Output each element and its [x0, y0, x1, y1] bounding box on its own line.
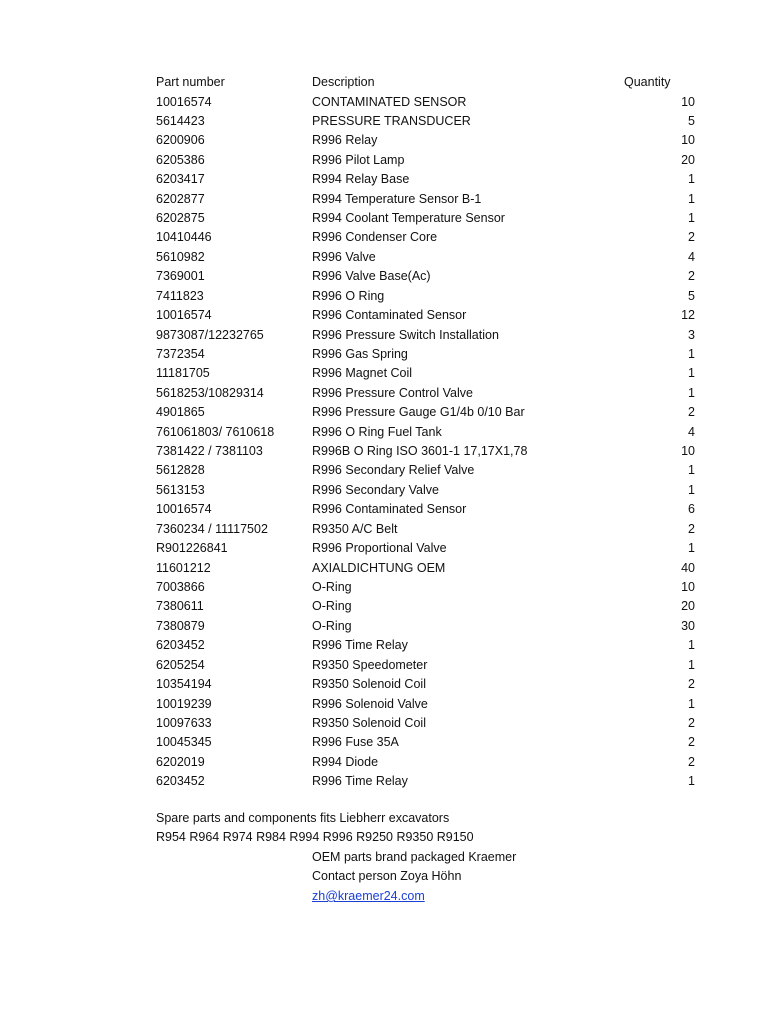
quantity-cell: 30	[681, 618, 695, 633]
part-number-cell: 7369001	[156, 269, 205, 284]
description-header: Description	[312, 75, 375, 89]
table-row	[0, 306, 768, 325]
quantity-cell: 1	[688, 696, 695, 711]
table-row	[0, 617, 768, 636]
table-row	[0, 539, 768, 558]
description-cell: R994 Temperature Sensor B-1	[312, 191, 482, 206]
quantity-cell: 20	[681, 599, 695, 614]
table-row	[0, 753, 768, 772]
quantity-cell: 2	[688, 269, 695, 284]
part-number-cell: 10045345	[156, 735, 212, 750]
part-number-cell: 7381422 / 7381103	[156, 444, 263, 459]
table-row	[0, 772, 768, 791]
description-cell: O-Ring	[312, 580, 352, 594]
part-number-cell: 11181705	[156, 366, 210, 381]
part-number-cell: 5618253/10829314	[156, 385, 264, 400]
quantity-cell: 1	[688, 172, 695, 187]
part-number-cell: 7003866	[156, 580, 205, 594]
description-cell: R996 Proportional Valve	[312, 541, 447, 556]
part-number-cell: 5613153	[156, 482, 205, 497]
description-cell: R9350 A/C Belt	[312, 521, 398, 536]
part-number-cell: 5612828	[156, 463, 205, 478]
part-number-cell: 10016574	[156, 308, 212, 323]
table-row	[0, 675, 768, 694]
part-number-cell: 6202875	[156, 211, 205, 226]
description-cell: R994 Relay Base	[312, 172, 410, 187]
quantity-header: Quantity	[624, 75, 671, 89]
description-cell: R996 Secondary Valve	[312, 482, 439, 497]
quantity-cell: 4	[688, 249, 695, 264]
table-row	[0, 714, 768, 733]
description-cell: R996 Contaminated Sensor	[312, 502, 467, 517]
quantity-cell: 20	[681, 152, 695, 167]
part-number-cell: R901226841	[156, 541, 228, 556]
part-number-cell: 7372354	[156, 346, 205, 361]
table-row	[0, 520, 768, 539]
table-row	[0, 228, 768, 247]
quantity-cell: 4	[688, 424, 695, 439]
quantity-cell: 2	[688, 230, 695, 245]
description-cell: R994 Diode	[312, 754, 379, 769]
table-row	[0, 559, 768, 578]
description-cell: O-Ring	[312, 618, 352, 633]
part-number-cell: 11601212	[156, 560, 211, 575]
quantity-cell: 2	[688, 715, 695, 730]
description-cell: R996 Solenoid Valve	[312, 696, 428, 711]
description-cell: R996 Time Relay	[312, 774, 408, 789]
part-number-header: Part number	[156, 75, 225, 89]
quantity-cell: 1	[688, 366, 695, 381]
description-cell: R996 Time Relay	[312, 638, 408, 653]
table-row	[0, 500, 768, 519]
quantity-cell: 10	[681, 580, 695, 594]
table-row	[0, 151, 768, 170]
quantity-cell: 2	[688, 677, 695, 692]
part-number-cell: 10097633	[156, 715, 212, 730]
quantity-cell: 2	[688, 754, 695, 769]
quantity-cell: 10	[681, 133, 695, 148]
quantity-cell: 40	[681, 560, 695, 575]
part-number-cell: 7380879	[156, 618, 205, 633]
table-row	[0, 442, 768, 461]
quantity-cell: 1	[688, 541, 695, 556]
description-cell: R996B O Ring ISO 3601-1 17,17X1,78	[312, 444, 528, 459]
table-row	[0, 345, 768, 364]
part-number-cell: 7360234 / 11117502	[156, 521, 268, 536]
models-note: R954 R964 R974 R984 R994 R996 R9250 R9350 R9150	[156, 830, 474, 844]
description-cell: R996 Relay	[312, 133, 378, 148]
description-cell: R994 Coolant Temperature Sensor	[312, 211, 505, 226]
description-cell: R9350 Solenoid Coil	[312, 677, 426, 692]
quantity-cell: 1	[688, 385, 695, 400]
part-number-cell: 10019239	[156, 696, 212, 711]
table-row	[0, 190, 768, 209]
description-cell: CONTAMINATED SENSOR	[312, 94, 467, 109]
quantity-cell: 1	[688, 191, 695, 206]
part-number-cell: 6202877	[156, 191, 205, 206]
table-row	[0, 481, 768, 500]
description-cell: R996 Pressure Switch Installation	[312, 327, 499, 342]
contact-note: Contact person Zoya Höhn	[312, 869, 462, 883]
description-cell: AXIALDICHTUNG OEM	[312, 560, 446, 575]
quantity-cell: 1	[688, 657, 695, 672]
part-number-cell: 10354194	[156, 677, 212, 692]
description-cell: O-Ring	[312, 599, 352, 614]
table-row	[0, 403, 768, 422]
quantity-cell: 2	[688, 405, 695, 420]
part-number-cell: 6205386	[156, 152, 205, 167]
description-cell: R996 Gas Spring	[312, 346, 408, 361]
quantity-cell: 1	[688, 346, 695, 361]
part-number-cell: 6202019	[156, 754, 205, 769]
part-number-cell: 9873087/12232765	[156, 327, 264, 342]
table-row	[0, 112, 768, 131]
description-cell: PRESSURE TRANSDUCER	[312, 113, 471, 128]
quantity-cell: 5	[688, 288, 695, 303]
part-number-cell: 7380611	[156, 599, 204, 614]
description-cell: R996 Valve Base(Ac)	[312, 269, 431, 284]
part-number-cell: 6205254	[156, 657, 205, 672]
description-cell: R996 Condenser Core	[312, 230, 438, 245]
table-row	[0, 597, 768, 616]
part-number-cell: 5610982	[156, 249, 205, 264]
table-row	[0, 461, 768, 480]
quantity-cell: 12	[681, 308, 695, 323]
part-number-cell: 761061803/ 7610618	[156, 424, 275, 439]
table-row	[0, 93, 768, 112]
quantity-cell: 10	[681, 94, 695, 109]
table-row	[0, 170, 768, 189]
table-row	[0, 733, 768, 752]
part-number-cell: 6200906	[156, 133, 205, 148]
quantity-cell: 3	[688, 327, 695, 342]
description-cell: R996 Pressure Control Valve	[312, 385, 473, 400]
description-cell: R996 Contaminated Sensor	[312, 308, 467, 323]
description-cell: R996 Fuse 35A	[312, 735, 399, 750]
part-number-cell: 4901865	[156, 405, 205, 420]
part-number-cell: 10016574	[156, 94, 212, 109]
table-row	[0, 423, 768, 442]
part-number-cell: 10016574	[156, 502, 212, 517]
description-cell: R996 Magnet Coil	[312, 366, 413, 381]
table-row	[0, 248, 768, 267]
quantity-cell: 2	[688, 521, 695, 536]
description-cell: R996 O Ring Fuel Tank	[312, 424, 442, 439]
quantity-cell: 1	[688, 463, 695, 478]
part-number-cell: 5614423	[156, 113, 205, 128]
description-cell: R9350 Solenoid Coil	[312, 715, 426, 730]
table-row	[0, 326, 768, 345]
quantity-cell: 2	[688, 735, 695, 750]
email-link[interactable]: zh@kraemer24.com	[312, 889, 425, 903]
part-number-cell: 7411823	[156, 288, 204, 303]
table-row	[0, 267, 768, 286]
description-cell: R996 Pilot Lamp	[312, 152, 405, 167]
fits-note: Spare parts and components fits Liebherr excavators	[156, 811, 450, 825]
table-row	[0, 656, 768, 675]
quantity-cell: 10	[681, 444, 695, 459]
table-header-row	[0, 73, 768, 92]
quantity-cell: 1	[688, 638, 695, 653]
table-row	[0, 695, 768, 714]
quantity-cell: 6	[688, 502, 695, 517]
part-number-cell: 6203452	[156, 638, 205, 653]
table-row	[0, 636, 768, 655]
description-cell: R9350 Speedometer	[312, 657, 428, 672]
quantity-cell: 5	[688, 113, 695, 128]
table-row	[0, 131, 768, 150]
table-row	[0, 209, 768, 228]
part-number-cell: 10410446	[156, 230, 212, 245]
table-row	[0, 384, 768, 403]
brand-note: OEM parts brand packaged Kraemer	[312, 850, 517, 864]
part-number-cell: 6203452	[156, 774, 205, 789]
quantity-cell: 1	[688, 211, 695, 226]
part-number-cell: 6203417	[156, 172, 205, 187]
description-cell: R996 O Ring	[312, 288, 385, 303]
description-cell: R996 Valve	[312, 249, 376, 264]
table-row	[0, 364, 768, 383]
quantity-cell: 1	[688, 482, 695, 497]
table-row	[0, 287, 768, 306]
description-cell: R996 Pressure Gauge G1/4b 0/10 Bar	[312, 405, 525, 420]
quantity-cell: 1	[688, 774, 695, 789]
description-cell: R996 Secondary Relief Valve	[312, 463, 475, 478]
table-row	[0, 578, 768, 597]
